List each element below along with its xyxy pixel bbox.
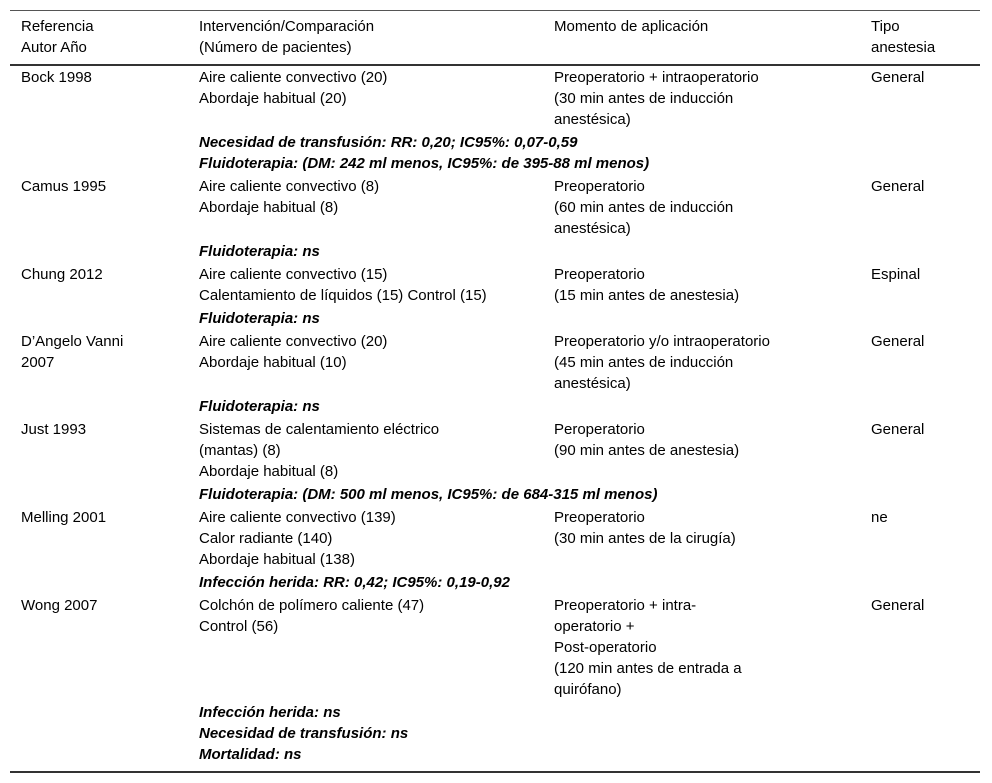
row-wong-note-2: Necesidad de transfusión: ns: [199, 725, 409, 742]
row-melling-anesthesia: ne: [871, 509, 888, 526]
row-just-anesthesia: General: [871, 421, 925, 438]
row-chung-anesthesia: Espinal: [871, 266, 921, 283]
row-just-reference: Just 1993: [21, 421, 87, 438]
row-just-intervention: Sistemas de calentamiento eléctrico (mantas) (8) Abordaje habitual (8): [199, 421, 440, 480]
row-melling-reference: Melling 2001: [21, 509, 107, 526]
row-bock-anesthesia: General: [871, 69, 925, 86]
row-bock-note-1: Necesidad de transfusión: RR: 0,20; IC95%: 0,07-0,59: [199, 134, 578, 151]
row-dangelo-intervention: Aire caliente convectivo (20) Abordaje habitual (10): [199, 333, 388, 371]
row-bock-intervention: Aire caliente convectivo (20) Abordaje habitual (20): [199, 69, 388, 107]
row-bock-timing: Preoperatorio + intraoperatorio (30 min antes de inducción anestésica): [554, 69, 759, 128]
table-bottom-rule: [10, 771, 980, 773]
row-bock-note-2: Fluidoterapia: (DM: 242 ml menos, IC95%: de 395-88 ml menos): [199, 155, 650, 172]
row-wong-timing: Preoperatorio + intra- operatorio + Post-operatorio (120 min antes de entrada a quirófano): [554, 597, 742, 698]
row-wong-note-3: Mortalidad: ns: [199, 746, 302, 763]
row-dangelo-reference: D’Angelo Vanni 2007: [21, 333, 124, 371]
row-camus-note-1: Fluidoterapia: ns: [199, 243, 320, 260]
row-camus-anesthesia: General: [871, 178, 925, 195]
row-dangelo-timing: Preoperatorio y/o intraoperatorio (45 min antes de inducción anestésica): [554, 333, 770, 392]
row-just-note-1: Fluidoterapia: (DM: 500 ml menos, IC95%: de 684-315 ml menos): [199, 486, 658, 503]
header-reference: Referencia Autor Año: [21, 18, 94, 56]
row-wong-intervention: Colchón de polímero caliente (47) Control (56): [199, 597, 425, 635]
row-wong-reference: Wong 2007: [21, 597, 98, 614]
row-melling-note-1: Infección herida: RR: 0,42; IC95%: 0,19-0,92: [199, 574, 510, 591]
row-melling-intervention: Aire caliente convectivo (139) Calor radiante (140) Abordaje habitual (138): [199, 509, 396, 568]
row-chung-intervention: Aire caliente convectivo (15) Calentamiento de líquidos (15) Control (15): [199, 266, 487, 304]
row-dangelo-note-1: Fluidoterapia: ns: [199, 398, 320, 415]
header-intervention: Intervención/Comparación (Número de pacientes): [199, 18, 375, 56]
row-camus-timing: Preoperatorio (60 min antes de inducción anestésica): [554, 178, 734, 237]
row-bock-reference: Bock 1998: [21, 69, 92, 86]
table-top-rule: [10, 10, 980, 11]
header-rule: [10, 64, 980, 66]
row-chung-timing: Preoperatorio (15 min antes de anestesia): [554, 266, 740, 304]
header-anesthesia: Tipo anestesia: [871, 18, 936, 56]
row-wong-anesthesia: General: [871, 597, 925, 614]
header-timing: Momento de aplicación: [554, 18, 709, 35]
row-just-timing: Peroperatorio (90 min antes de anestesia): [554, 421, 740, 459]
row-dangelo-anesthesia: General: [871, 333, 925, 350]
row-melling-timing: Preoperatorio (30 min antes de la cirugía): [554, 509, 736, 547]
row-wong-note-1: Infección herida: ns: [199, 704, 341, 721]
row-chung-reference: Chung 2012: [21, 266, 103, 283]
row-camus-intervention: Aire caliente convectivo (8) Abordaje habitual (8): [199, 178, 380, 216]
row-camus-reference: Camus 1995: [21, 178, 107, 195]
row-chung-note-1: Fluidoterapia: ns: [199, 310, 320, 327]
